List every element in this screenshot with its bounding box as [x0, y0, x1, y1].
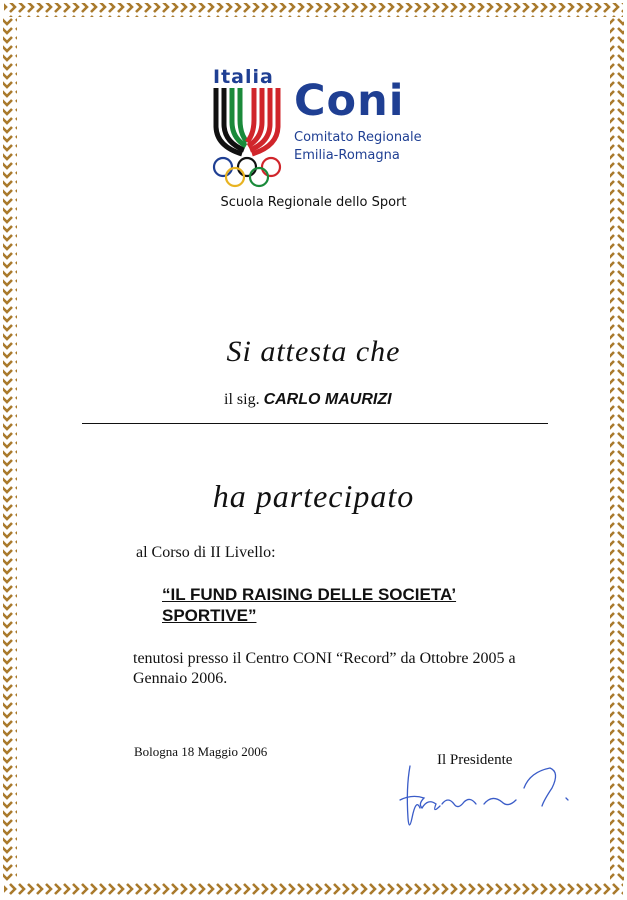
- olympic-rings-icon: [212, 156, 284, 190]
- president-label: Il Presidente: [437, 752, 513, 768]
- course-intro: al Corso di II Livello:: [136, 544, 276, 561]
- president-signature: [392, 758, 582, 838]
- school-name: Scuola Regionale dello Sport: [220, 195, 407, 210]
- coni-stripes-icon: [212, 88, 282, 158]
- divider-line: [82, 423, 548, 424]
- coni-logo: [200, 64, 440, 214]
- course-venue: tenutosi presso il Centro CONI “Record” da Ottobre 2005 a Gennaio 2006.: [133, 650, 516, 687]
- recipient-prefix: il sig.: [224, 391, 260, 408]
- issue-date: Bologna 18 Maggio 2006: [134, 744, 268, 759]
- logo-italia-text: Italia: [213, 66, 274, 88]
- logo-coni-text: Coni: [294, 76, 405, 126]
- partecipato-heading: ha partecipato: [212, 478, 415, 514]
- logo-region-text: Emilia-Romagna: [294, 148, 400, 163]
- logo-committee-text: Comitato Regionale: [294, 130, 422, 145]
- recipient-line: [224, 391, 392, 409]
- attesta-heading: Si attesta che: [226, 335, 401, 368]
- course-title: “IL FUND RAISING DELLE SOCIETA’ SPORTIVE”: [162, 585, 457, 625]
- recipient-name: CARLO MAURIZI: [263, 391, 392, 408]
